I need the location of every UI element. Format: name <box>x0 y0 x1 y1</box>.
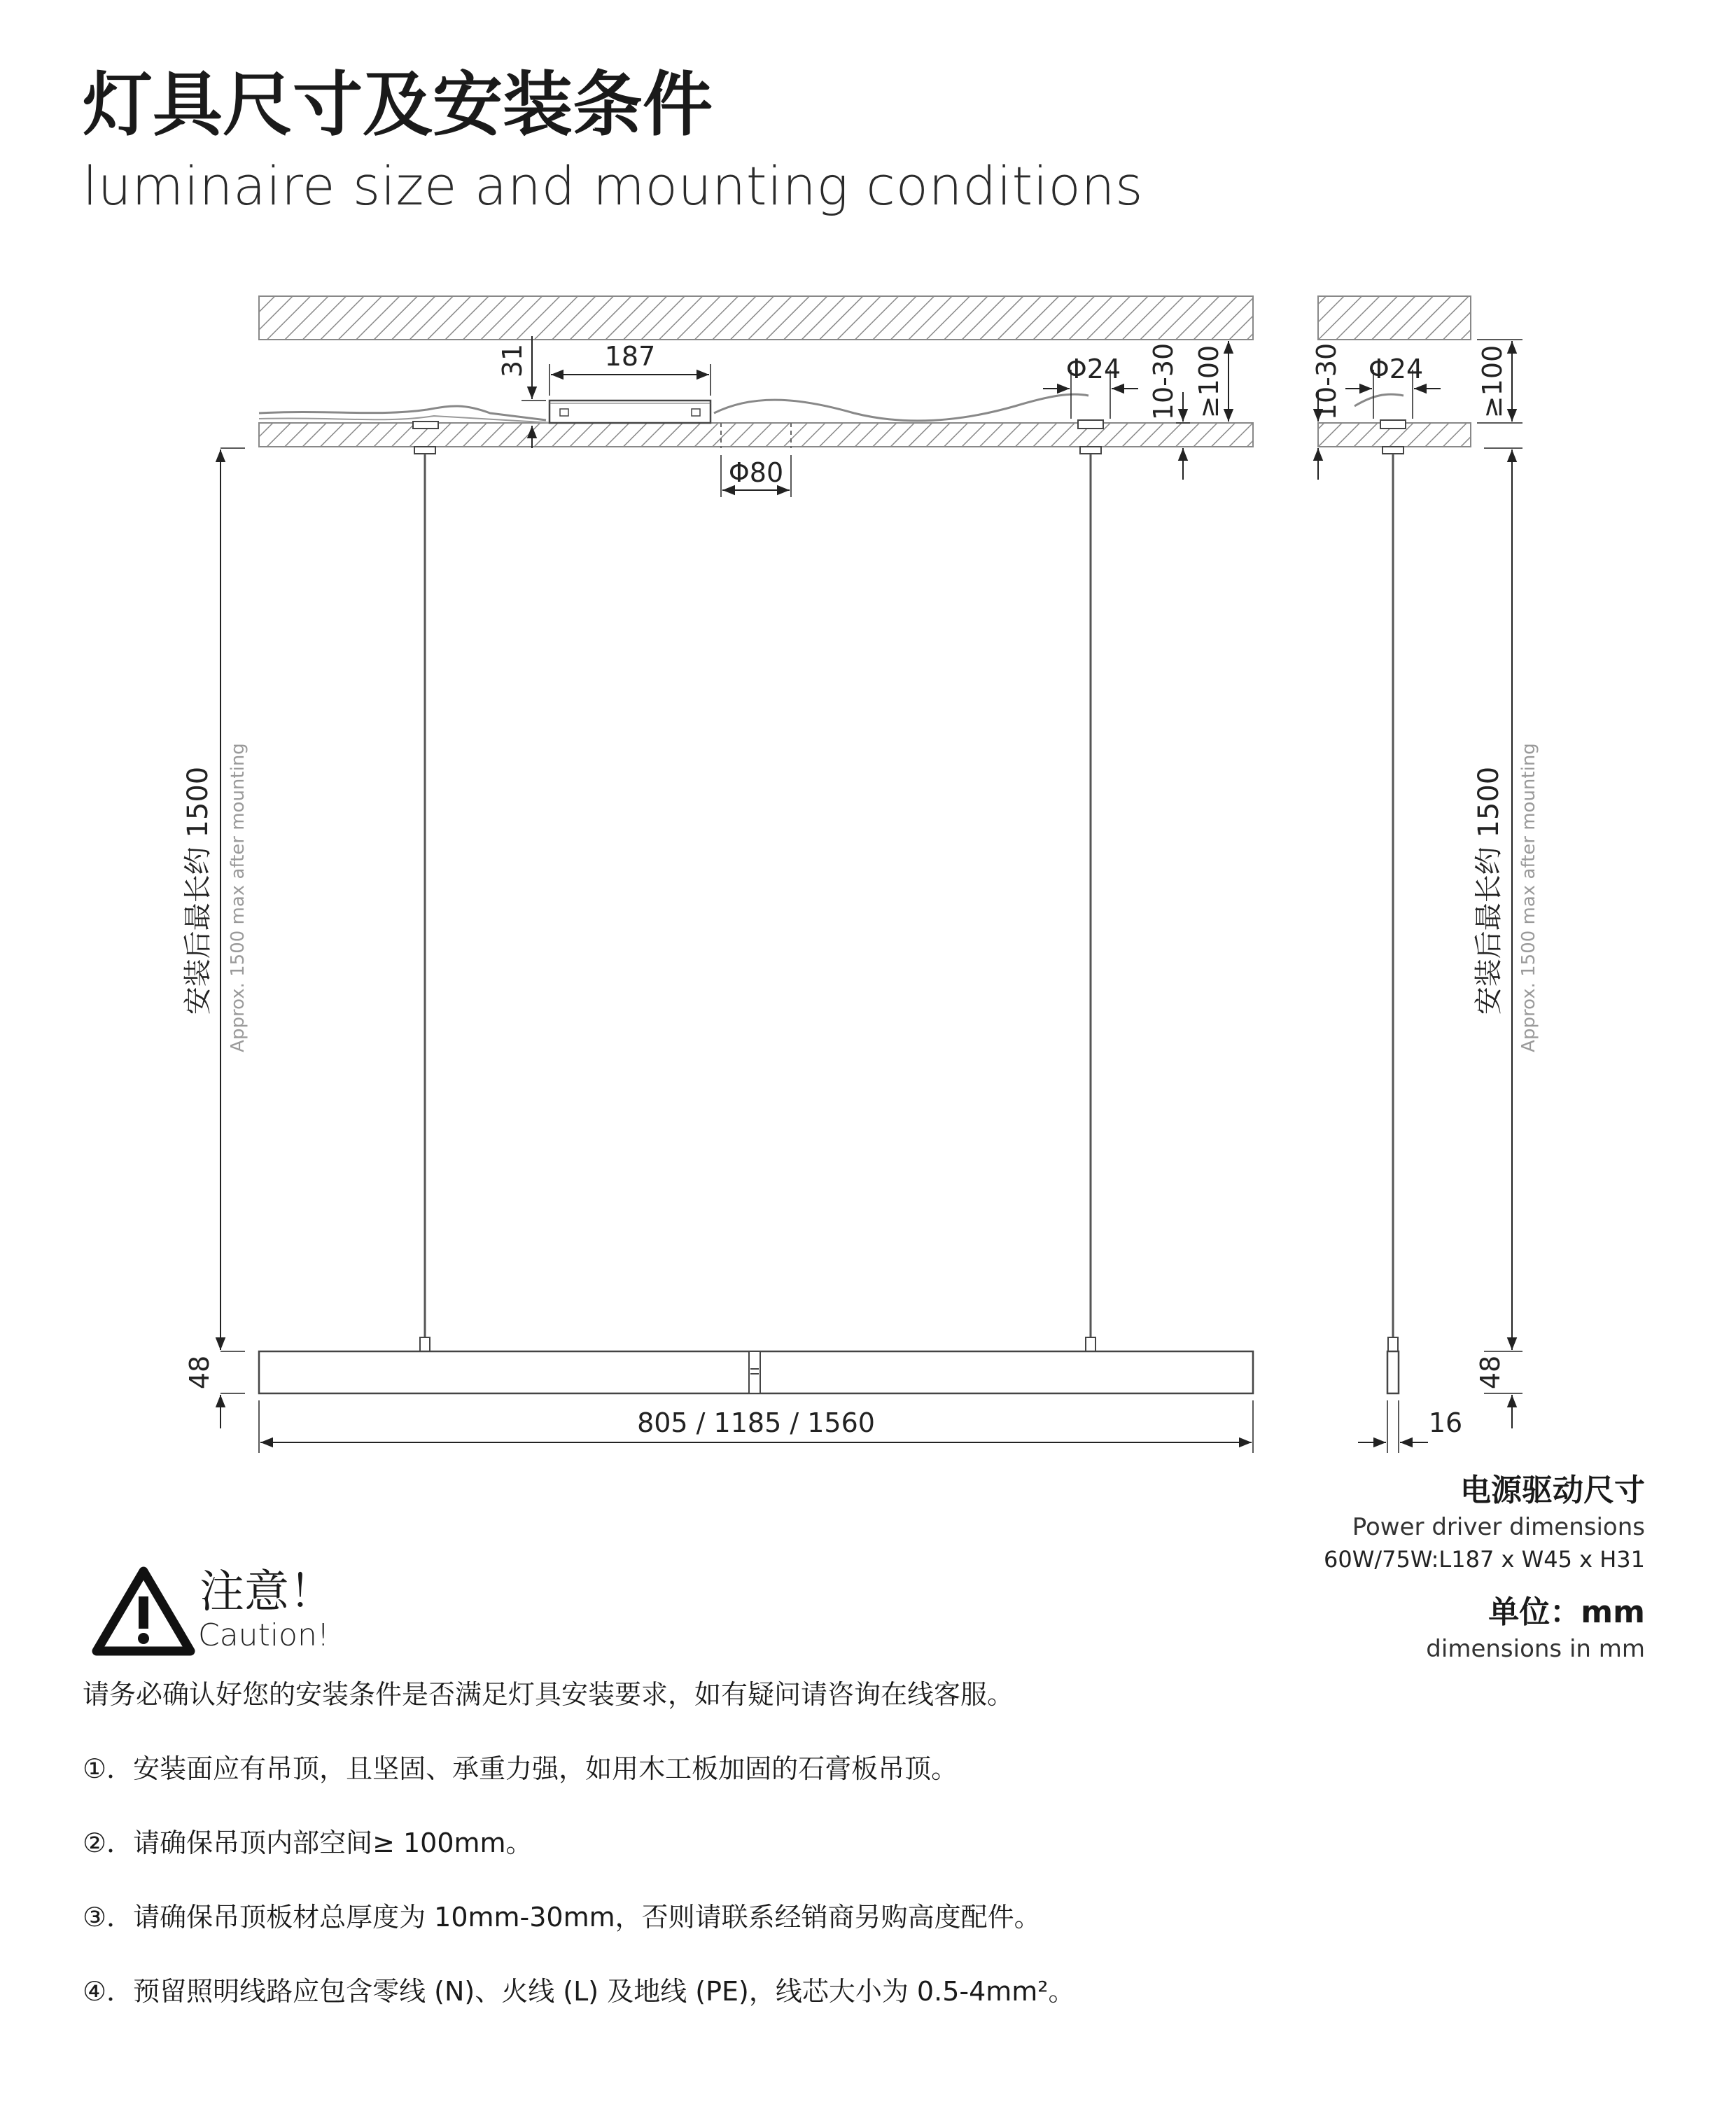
upper-slab-side <box>1318 296 1471 340</box>
side-view <box>1311 296 1539 1453</box>
unit-en: dimensions in mm <box>1426 1635 1645 1663</box>
upper-slab-front <box>259 296 1253 340</box>
caution-title-en: Caution! <box>198 1617 330 1653</box>
luminaire-body-side <box>1387 1351 1399 1393</box>
dim-hole-dia: Φ80 <box>728 457 784 488</box>
notes-intro: 请务必确认好您的安装条件是否满足灯具安装要求，如有疑问请咨询在线客服。 <box>83 1679 1014 1710</box>
warning-triangle-icon <box>91 1566 196 1657</box>
driver-title-cn: 电源驱动尺寸 <box>1460 1473 1645 1508</box>
caution-title-cn: 注意！ <box>200 1566 334 1618</box>
dim-hang-label-en-front: Approx. 1500 max after mounting <box>227 743 248 1052</box>
driver-spec: 60W/75W:L187 x W45 x H31 <box>1323 1546 1645 1573</box>
dim-hang-label-cn-front: 安装后最长约 1500 <box>182 766 214 1015</box>
dim-cable-dia-front: Φ24 <box>1065 354 1121 384</box>
dim-body-height-front: 48 <box>184 1355 215 1390</box>
dim-ceiling-thickness-front: 10-30 <box>1148 342 1179 421</box>
driver-info <box>1324 1470 1645 1665</box>
dim-body-width: 16 <box>1428 1407 1463 1438</box>
driver-title-en: Power driver dimensions <box>1352 1513 1645 1541</box>
side-cable <box>1354 394 1404 406</box>
dim-ceiling-space-side: ≥100 <box>1477 344 1508 419</box>
page-subtitle: luminaire size and mounting conditions <box>83 155 1144 217</box>
dim-body-length: 805 / 1185 / 1560 <box>637 1407 875 1438</box>
dim-cable-dia-side: Φ24 <box>1368 354 1424 384</box>
front-view <box>182 296 1253 1453</box>
canopy-left <box>413 422 438 429</box>
dim-body-height-side: 48 <box>1475 1355 1506 1390</box>
canopy-right <box>1078 420 1103 429</box>
mains-cable-2 <box>259 416 553 423</box>
dim-driver-length: 187 <box>604 341 656 372</box>
note-item-2: ②．请确保吊顶内部空间≥ 100mm。 <box>83 1828 533 1858</box>
dim-driver-height: 31 <box>497 343 528 378</box>
dim-hang-label-cn-side: 安装后最长约 1500 <box>1473 766 1505 1015</box>
note-item-4: ④．预留照明线路应包含零线 (N)、火线 (L) 及地线 (PE)，线芯大小为 0.5-4mm²。 <box>83 1976 1075 2007</box>
dim-ceiling-thickness-side: 10-30 <box>1311 342 1342 421</box>
caution-block <box>91 1556 483 1661</box>
note-item-3: ③．请确保吊顶板材总厚度为 10mm-30mm，否则请联系经销商另购高度配件。 <box>83 1902 1041 1933</box>
note-item-1: ①．安装面应有吊顶，且坚固、承重力强，如用木工板加固的石膏板吊顶。 <box>83 1753 958 1784</box>
page-title: 灯具尺寸及安装条件 <box>83 64 713 146</box>
dim-hang-label-en-side: Approx. 1500 max after mounting <box>1518 743 1539 1052</box>
dim-ceiling-space-front: ≥100 <box>1194 344 1224 419</box>
unit-cn: 单位：mm <box>1488 1594 1645 1630</box>
notes-section <box>83 1677 1658 2048</box>
driver-cable <box>714 394 1088 421</box>
power-driver-box <box>550 401 710 423</box>
